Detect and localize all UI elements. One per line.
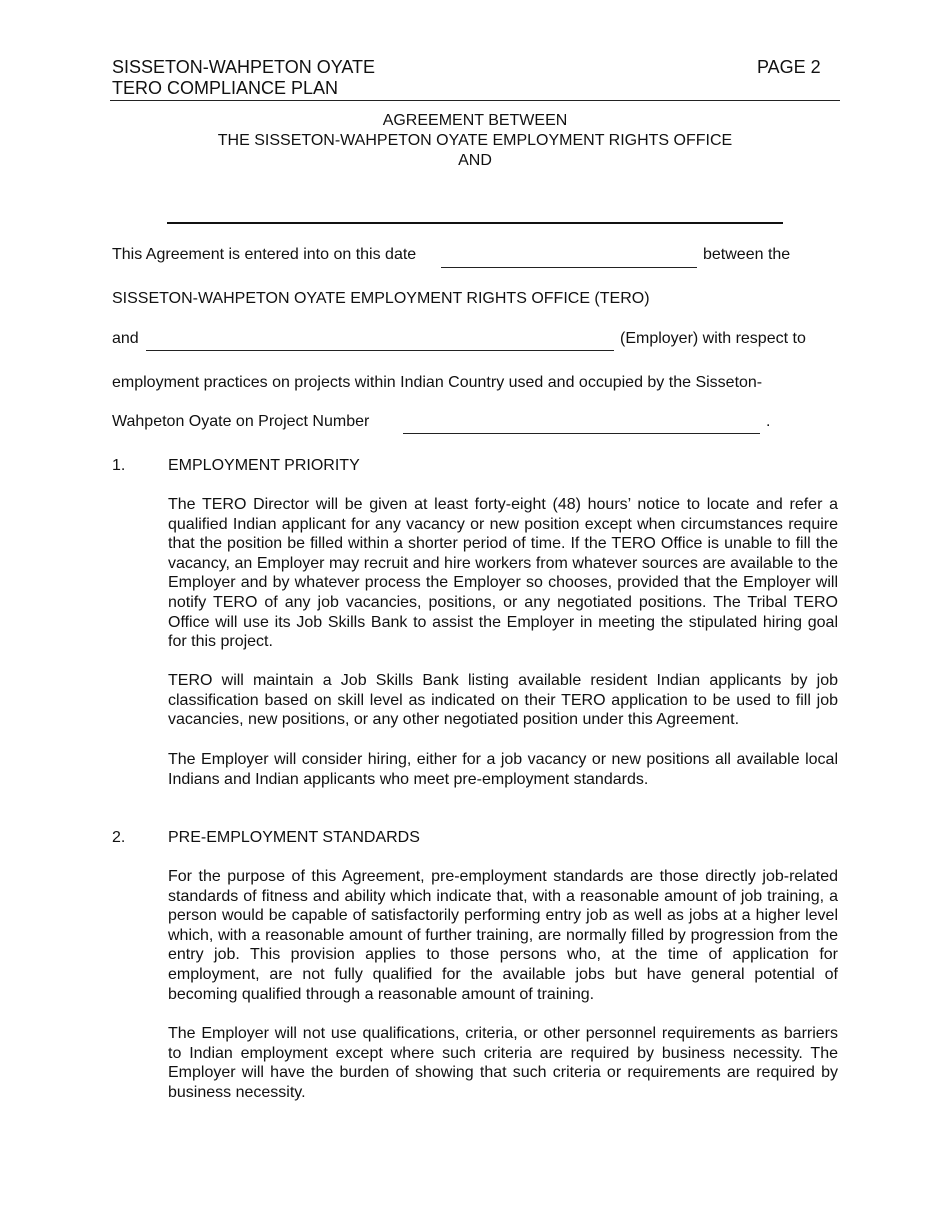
agreement-title-line-1: AGREEMENT BETWEEN [382,112,568,129]
section-2-paragraph-1: For the purpose of this Agreement, pre-employment standards are those directly job-related standards of fitness and ability which indicate that, with a reasonable amount of job training, a person would be capable of satisfactorily performing entry job as well as jobs at a higher level which, with a reasonable amount of further training, are normally filled by progression from the entry job. This provision applies to those persons who, at the time of application for employment, are not fully qualified for the available jobs but have general potential of becoming qualified through a reasonable amount of training. [168,868,838,1003]
page-number: PAGE 2 [757,57,821,77]
section-2-number: 2. [112,829,126,846]
employer-suffix-text: (Employer) with respect to [620,330,806,347]
date-prefix-text: This Agreement is entered into on this date [112,246,417,263]
project-period: . [766,413,771,430]
office-name-text: SISSETON-WAHPETON OYATE EMPLOYMENT RIGHTS OFFICE (TERO) [112,290,650,307]
agreement-title-line-2: THE SISSETON-WAHPETON OYATE EMPLOYMENT RIGHTS OFFICE [217,132,733,149]
section-2-heading: PRE-EMPLOYMENT STANDARDS [168,829,420,846]
agreement-date-blank[interactable] [441,267,697,268]
header-org: SISSETON-WAHPETON OYATE [112,57,376,77]
practices-text: employment practices on projects within Indian Country used and occupied by the Sisseton- [112,374,763,391]
project-number-blank[interactable] [403,433,760,434]
employer-name-blank[interactable] [146,350,614,351]
section-2-paragraph-2: The Employer will not use qualifications, criteria, or other personnel requirements as barriers to Indian employment except where such criteria are required by business necessity. The Employer will have the burden of showing that such criteria or requirements are required by business necessity. [168,1025,838,1101]
and-label: and [112,330,139,347]
agreement-title-line-3: AND [458,152,492,169]
section-1-paragraph-2: TERO will maintain a Job Skills Bank listing available resident Indian applicants by job classification based on skill level as indicated on their TERO application to be used to fill job vacancies, new positions, or any other negotiated position under this Agreement. [168,672,838,729]
employer-name-title-blank[interactable] [167,222,783,224]
section-1-paragraph-3: The Employer will consider hiring, either for a job vacancy or new positions all available local Indians and Indian applicants who meet pre-employment standards. [168,751,838,788]
section-1-paragraph-1: The TERO Director will be given at least forty-eight (48) hours’ notice to locate and refer a qualified Indian applicant for any vacancy or new position except when circumstances require that the position be filled within a shorter period of time. If the TERO Office is unable to fill the vacancy, an Employer may recruit and hire workers from whatever sources are available to the Employer and by whatever process the Employer so chooses, provided that the Employer will notify TERO of any job vacancies, positions, or any negotiated positions. The Tribal TERO Office will use its Job Skills Bank to assist the Employer in meeting the stipulated hiring goal for this project. [168,496,838,651]
date-suffix-text: between the [703,246,791,263]
header-plan-title: TERO COMPLIANCE PLAN [112,78,339,98]
header-divider [110,100,840,101]
project-prefix-text: Wahpeton Oyate on Project Number [112,413,370,430]
section-1-number: 1. [112,457,126,474]
section-1-heading: EMPLOYMENT PRIORITY [168,457,360,474]
